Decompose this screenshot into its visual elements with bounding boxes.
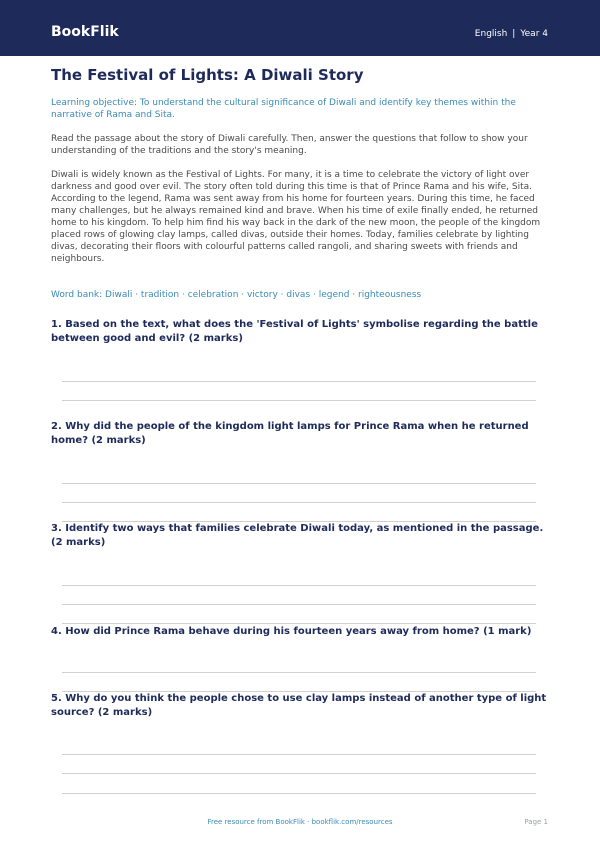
answer-line[interactable] [62, 754, 536, 755]
reading-passage: Diwali is widely known as the Festival of Lights. For many, it is a time to celebrate the victory of light over darkness and good over evil. The story often told during this time is that of Prince Rama and his wife, Sita. According to the legend, Rama was sent away from his home for fourteen years. During this time, he faced many challenges, but he always remained kind and brave. When his time of exile finally ended, he returned home to his kingdom. To help him find his way back in the dark of the new moon, the people of the kingdom placed rows of glowing clay lamps, called divas, outside their homes. Today, families celebrate by lighting divas, decorating their floors with colourful patterns called rangoli, and sharing sweets with friends and neighbours. [51, 170, 541, 264]
question-3: 3. Identify two ways that families celebrate Diwali today, as mentioned in the passage. (2 marks) [51, 523, 544, 548]
question-2: 2. Why did the people of the kingdom light lamps for Prince Rama when he returned home? (2 marks) [51, 421, 529, 446]
brand-logo: BookFlik [51, 24, 119, 40]
answer-line[interactable] [62, 502, 536, 503]
question-5: 5. Why do you think the people chose to use clay lamps instead of another type of light source? (2 marks) [51, 693, 547, 718]
subject-label: English [474, 29, 508, 39]
answer-line[interactable] [62, 400, 536, 401]
answer-line[interactable] [62, 585, 536, 586]
header-bar [0, 0, 600, 56]
header-meta [475, 28, 548, 40]
page-title: The Festival of Lights: A Diwali Story [51, 66, 364, 84]
answer-line[interactable] [62, 793, 536, 794]
question-4: 4. How did Prince Rama behave during his fourteen years away from home? (1 mark) [51, 626, 532, 637]
answer-line[interactable] [62, 483, 536, 484]
year-label: Year 4 [520, 29, 548, 39]
answer-line[interactable] [62, 672, 536, 673]
word-bank: Word bank: Diwali · tradition · celebration · victory · divas · legend · righteousness [51, 290, 422, 300]
page-number: Page 1 [524, 818, 548, 826]
footer-text: Free resource from BookFlik · bookflik.com/resources [207, 818, 393, 826]
answer-line[interactable] [62, 604, 536, 605]
meta-separator: | [512, 29, 516, 39]
learning-objective: Learning objective: To understand the cultural significance of Diwali and identify key themes within the narrative of Rama and Sita. [51, 98, 516, 120]
answer-line[interactable] [62, 773, 536, 774]
answer-line[interactable] [62, 623, 536, 624]
question-1: 1. Based on the text, what does the 'Festival of Lights' symbolise regarding the battle between good and evil? (2 marks) [51, 319, 538, 344]
instructions: Read the passage about the story of Diwali carefully. Then, answer the questions that follow to show your understanding of the traditions and the story's meaning. [51, 134, 528, 156]
answer-line[interactable] [62, 381, 536, 382]
